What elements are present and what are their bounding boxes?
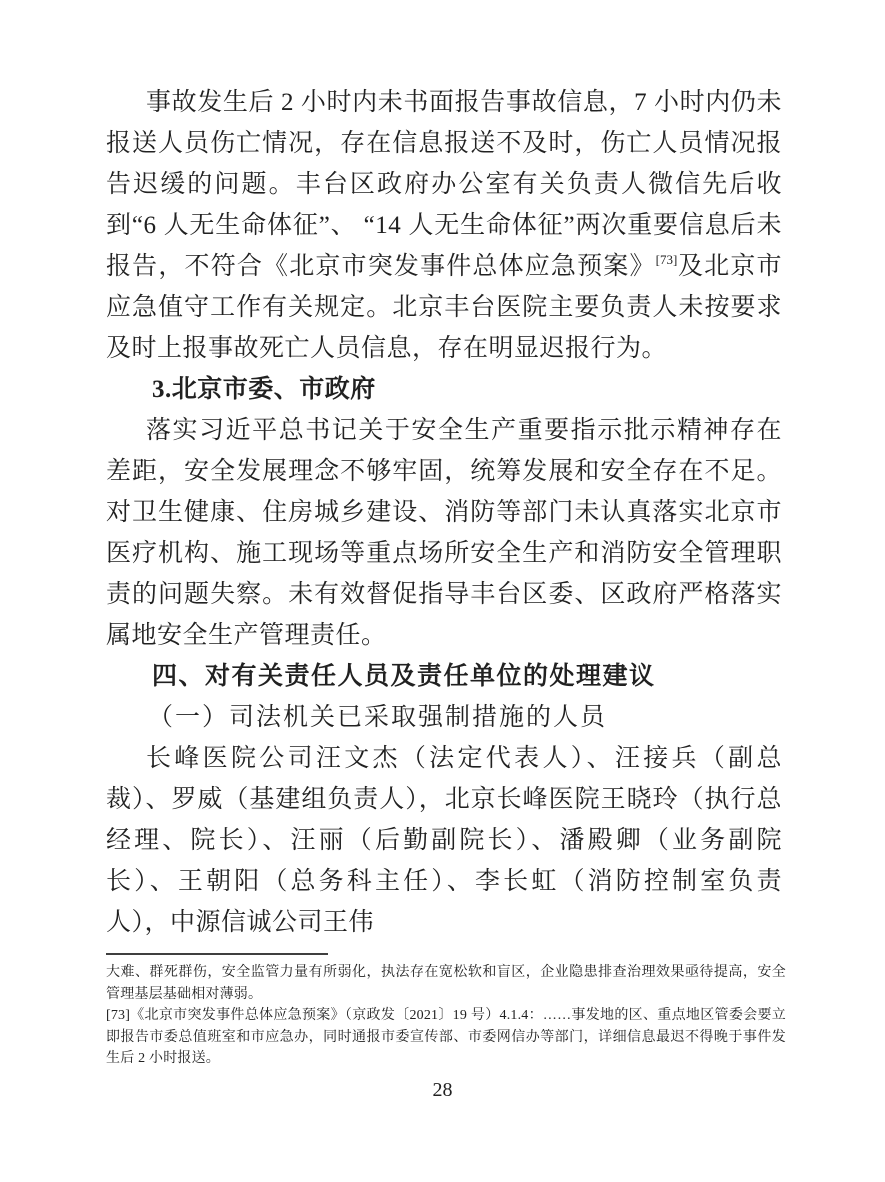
paragraph-incident-reporting-text-after-ref: 及北京市应急值守工作有关规定。北京丰台医院主要负责人未按要求及时上报事故死亡人员信息，存在明显迟报行为。 [106,253,782,362]
footnote-73-text: [73]《北京市突发事件总体应急预案》（京政发〔2021〕19 号）4.1.4：……事发地的区、重点地区管委会要立即报告市委总值班室和市应急办，同时通报市委宣传部、市委网信办等部门，详细信息最迟不得晚于事件发生后 2 小时报送。 [106,1008,786,1066]
paragraph-incident-reporting-text-before-ref: 事故发生后 2 小时内未书面报告事故信息，7 小时内仍未报送人员伤亡情况，存在信息报送不及时，伤亡人员情况报告迟缓的问题。丰台区政府办公室有关负责人微信先后收到“6 人无生命体征”、 “14 人无生命体征”两次重要信息后未报告，不符合《北京市突发事件总体应急预案》 [106,89,782,280]
footnote-continuation-text: 大难、群死群伤，安全监管力量有所弱化，执法存在宽松软和盲区，企业隐患排查治理效果亟待提高，安全管理基层基础相对薄弱。 [106,965,786,1002]
paragraph-responsible-personnel-list: 长峰医院公司汪文杰（法定代表人）、汪接兵（副总裁）、罗威（基建组负责人），北京长峰医院王晓玲（执行总经理、院长）、汪丽（后勤副院长）、潘殿卿（业务副院长）、王朝阳（总务科主任）、李长虹（消防控制室负责人），中源信诚公司王伟 [106,745,782,936]
heading-section-four-handling-recommendations: 四、对有关责任人员及责任单位的处理建议 [152,662,656,690]
paragraph-incident-reporting [106,82,782,369]
page-number: 28 [432,1078,453,1101]
heading-beijing-municipal-committee: 3.北京市委、市政府 [152,376,376,403]
footnote-separator-rule [106,953,328,955]
paragraph-implementation-gaps: 落实习近平总书记关于安全生产重要指示批示精神存在差距，安全发展理念不够牢固，统筹发展和安全存在不足。对卫生健康、住房城乡建设、消防等部门未认真落实北京市医疗机构、施工现场等重点场所安全生产和消防安全管理职责的问题失察。未有效督促指导丰台区委、区政府严格落实属地安全生产管理责任。 [106,417,782,649]
document-body [106,0,782,943]
subheading-judicial-compulsory-measures: （一）司法机关已采取强制措施的人员 [148,704,608,731]
footnote-area [106,953,786,1070]
footnote-reference-73: [73] [655,252,678,267]
